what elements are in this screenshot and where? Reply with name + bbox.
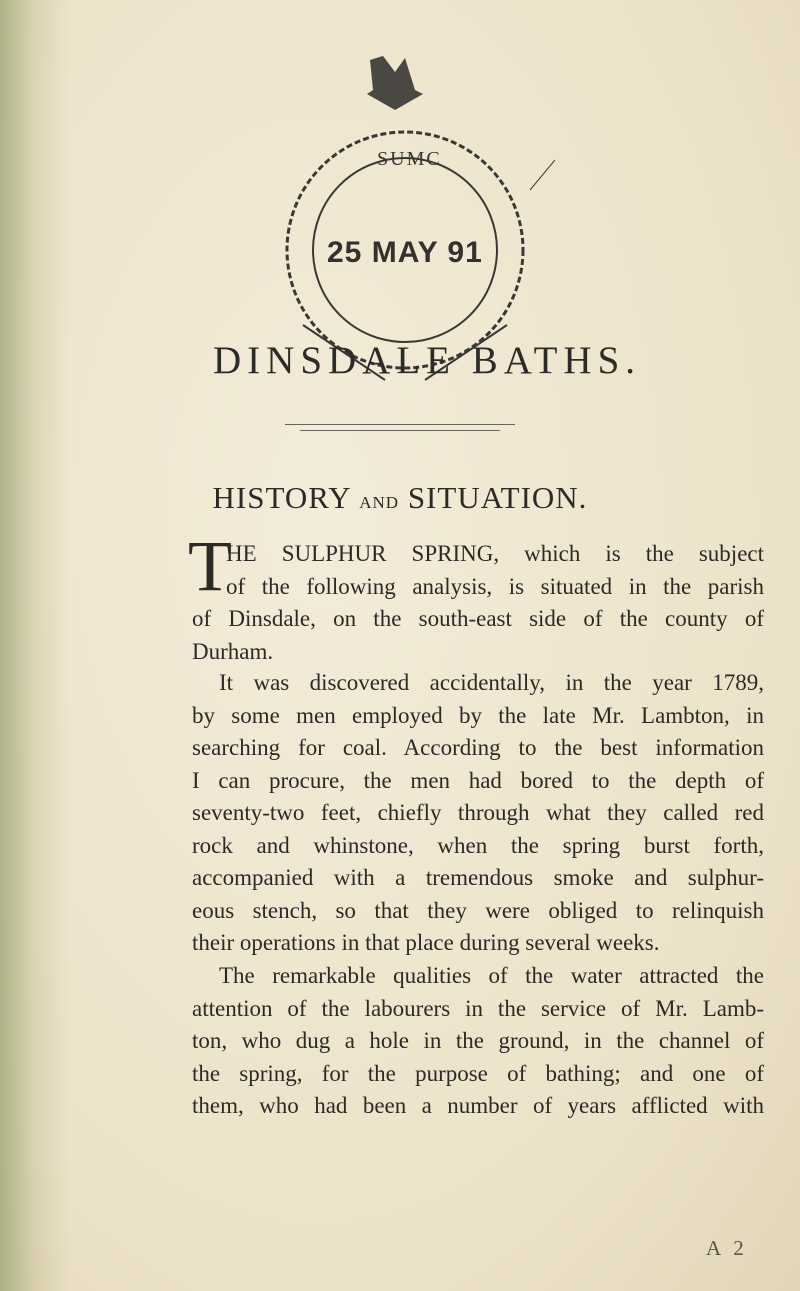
- text-line: by some men employed by the late Mr. Lambton, in: [192, 702, 764, 728]
- title-rule-top: [285, 424, 515, 425]
- text-line: the spring, for the purpose of bathing; and one of: [192, 1060, 764, 1086]
- stamp-arc-text: SUMC: [377, 148, 442, 170]
- text-line: rock and whinstone, when the spring burst forth,: [192, 832, 764, 858]
- paragraph-3: [192, 960, 764, 1123]
- crest-icon: [367, 56, 423, 110]
- text-line: of the following analysis, is situated in the parish: [226, 573, 764, 599]
- text-line: It was discovered accidentally, in the year 1789,: [219, 670, 764, 695]
- page-edge-shadow: [0, 0, 70, 1291]
- stamp-date: 25 MAY 91: [327, 236, 483, 269]
- text-line: of Dinsdale, on the south-east side of the county of: [192, 606, 764, 631]
- text-line: them, who had been a number of years afflicted with: [192, 1093, 764, 1118]
- site-title: DINSDALE BATHS.: [213, 339, 642, 382]
- text-line: I can procure, the men had bored to the depth of: [192, 767, 764, 793]
- text-line: seventy-two feet, chiefly through what they called red: [192, 800, 764, 825]
- drop-cap: T: [188, 526, 232, 606]
- title-rule-bottom: [300, 430, 500, 431]
- text-line: Durham.: [192, 638, 274, 664]
- text-line: HE SULPHUR SPRING, which is the subject: [226, 541, 764, 566]
- text-line: accompanied with a tremendous smoke and sulphur-: [192, 865, 764, 890]
- text-line: attention of the labourers in the service of Mr. Lamb-: [192, 995, 764, 1021]
- signature-mark: A 2: [706, 1236, 748, 1260]
- heading-connector: AND: [359, 493, 400, 512]
- text-line: searching for coal. According to the best information: [192, 735, 764, 760]
- heading-rest: SITUATION.: [407, 480, 588, 515]
- text-line: ton, who dug a hole in the ground, in the channel of: [192, 1028, 764, 1053]
- paragraph-1: [192, 538, 764, 668]
- section-heading: [0, 480, 800, 516]
- heading-main: HISTORY: [212, 480, 351, 515]
- text-line: The remarkable qualities of the water attracted the: [219, 963, 764, 988]
- text-line: their operations in that place during several weeks.: [192, 930, 660, 955]
- text-line: eous stench, so that they were obliged to relinquish: [192, 897, 764, 923]
- paragraph-2: [192, 667, 764, 960]
